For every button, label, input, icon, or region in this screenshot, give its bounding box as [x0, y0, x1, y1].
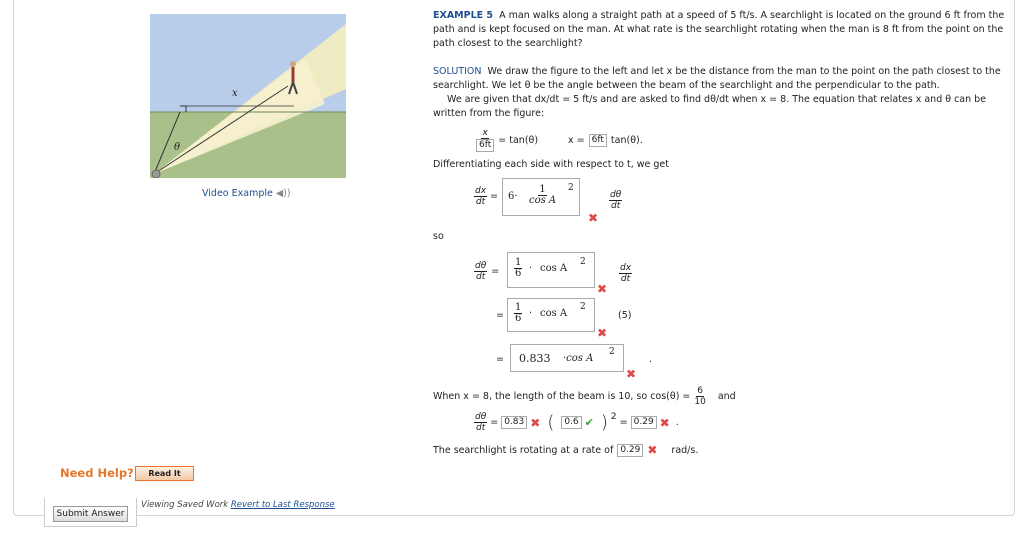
step1-lhs-num: dx [475, 186, 487, 196]
eq1-box[interactable]: 6ft [589, 134, 607, 147]
step1-cosA: cos A [529, 195, 557, 206]
searchlight-figure [150, 14, 346, 178]
answer-open-paren: ( [547, 412, 555, 433]
step3-cosA: cos A [540, 308, 568, 319]
step4-power: 2 [609, 347, 615, 357]
step1-answer-box[interactable] [502, 178, 580, 216]
answer-input-2[interactable]: 0.6 [561, 416, 581, 429]
eq1-rhs2: tan(θ). [610, 134, 643, 146]
answer-power: 2 [610, 412, 617, 422]
step4-cosA: ·cos A [563, 353, 594, 364]
when-den: 10 [694, 397, 706, 407]
speaker-icon: ◀)) [275, 188, 291, 199]
step-1 [474, 186, 498, 207]
step1-rhs [609, 190, 622, 211]
step3-power: 2 [580, 302, 586, 312]
step3-dot: · [529, 308, 533, 319]
step2-lhs-num: dθ [475, 261, 487, 271]
eq1-rhs: = tan(θ) [498, 134, 539, 146]
figure-illustration [150, 14, 346, 178]
step-2 [474, 261, 499, 282]
step4-period: . [649, 354, 653, 365]
problem-line-3: path closest to the searchlight? [433, 38, 583, 49]
when-text: When x = 8, the length of the beam is 10, so cos(θ) = [433, 391, 691, 402]
step1-lhs-den: dt [475, 197, 486, 207]
step1-eq: = [490, 191, 499, 202]
step4-eq: = [496, 354, 504, 365]
step3-one: 1 [515, 302, 522, 313]
video-example-label: Video Example [202, 188, 273, 199]
step3-answer-box[interactable] [507, 298, 595, 332]
step2-rhs-num: dx [620, 263, 632, 273]
viewing-saved-label: Viewing Saved Work [141, 500, 229, 510]
answer-3-wrong-icon: ✖ [659, 415, 670, 430]
solution-text [433, 65, 1008, 121]
step2-answer-box[interactable] [507, 252, 595, 288]
step2-wrong-icon: ✖ [597, 282, 608, 296]
step1-rhs-den: dt [610, 201, 621, 211]
step2-dot: · [529, 263, 533, 274]
solution-label: SOLUTION [433, 66, 482, 77]
answer-1-wrong-icon: ✖ [530, 415, 541, 430]
answer-lhs-num: dθ [475, 412, 487, 422]
step2-six: 6 [515, 268, 522, 279]
so-text: so [433, 231, 444, 242]
step1-rhs-num: dθ [610, 190, 622, 200]
read-it-label: Read It [148, 469, 181, 478]
step4-coef: 0.833 [519, 352, 551, 365]
example-label: EXAMPLE 5 [433, 10, 494, 21]
conclusion-input[interactable]: 0.29 [617, 444, 643, 457]
video-example-link[interactable] [202, 188, 291, 199]
answer-input-1[interactable]: 0.83 [501, 416, 527, 429]
answer-input-3[interactable]: 0.29 [631, 416, 657, 429]
eq1-num: x [482, 128, 488, 138]
step2-cosA: cos A [540, 263, 568, 274]
solution-line-1: We draw the figure to the left and let x be the distance from the man to the point on the path closest to the [487, 66, 1001, 77]
conclusion-unit: rad/s. [671, 444, 699, 456]
step3-eq: = [496, 310, 504, 321]
when-and: and [717, 391, 736, 402]
figure-theta-label: θ [174, 142, 181, 153]
answer-close-paren: ) [600, 412, 608, 433]
submit-answer-label: Submit Answer [56, 509, 125, 519]
conclusion-wrong-icon: ✖ [647, 443, 658, 457]
need-help-label: Need Help? [60, 466, 134, 480]
eq1-den-box[interactable]: 6ft [476, 139, 494, 152]
figure-x-label: x [232, 88, 238, 99]
when-num: 6 [697, 386, 703, 396]
step1-wrong-icon: ✖ [588, 211, 599, 225]
problem-line-1: A man walks along a straight path at a speed of 5 ft/s. A searchlight is located on the ground 6 ft from the [499, 10, 1005, 21]
answer-period: . [675, 417, 679, 428]
read-it-button[interactable] [135, 466, 194, 481]
example-text [433, 9, 1008, 51]
step4-wrong-icon: ✖ [626, 367, 637, 381]
conclusion-text: The searchlight is rotating at a rate of [433, 444, 614, 456]
answer-row [474, 412, 679, 433]
differentiating-text: Differentiating each side with respect to t, we get [433, 159, 670, 170]
step2-rhs [619, 263, 632, 284]
when-line [433, 386, 736, 407]
step4-answer-box[interactable] [510, 344, 624, 372]
answer-2-correct-icon: ✔ [584, 416, 594, 429]
step2-power: 2 [580, 257, 586, 267]
step1-one: 1 [539, 184, 546, 195]
step3-six: 6 [515, 313, 522, 324]
conclusion-line [433, 443, 698, 457]
problem-line-2: path and is kept focused on the man. At what rate is the searchlight rotating when the man is 8 ft from the point on the [433, 24, 1004, 35]
answer-eq: = [490, 417, 499, 428]
solution-line-3: We are given that dx/dt = 5 ft/s and are asked to find dθ/dt when x = 8. The equation that relates x and θ can be [447, 94, 987, 105]
step2-lhs-den: dt [475, 272, 486, 282]
equation-1 [476, 128, 643, 152]
step1-power: 2 [568, 183, 574, 193]
step3-wrong-icon: ✖ [597, 326, 608, 340]
step2-rhs-den: dt [620, 274, 631, 284]
step3-tail: (5) [618, 310, 632, 321]
saved-work-note [141, 500, 335, 510]
submit-answer-button[interactable] [53, 506, 128, 522]
eq1-lhs2: x = [568, 134, 585, 146]
revert-link[interactable]: Revert to Last Response [230, 500, 335, 510]
step2-eq: = [491, 266, 500, 277]
solution-line-2: searchlight. We let θ be the angle between the beam of the searchlight and the perpendicular to the path. [433, 80, 940, 91]
step1-coef: 6· [508, 191, 518, 202]
answer-lhs-den: dt [475, 423, 486, 433]
solution-line-4: written from the figure: [433, 108, 545, 119]
answer-eq2: = [619, 417, 628, 428]
step2-one: 1 [515, 257, 522, 268]
